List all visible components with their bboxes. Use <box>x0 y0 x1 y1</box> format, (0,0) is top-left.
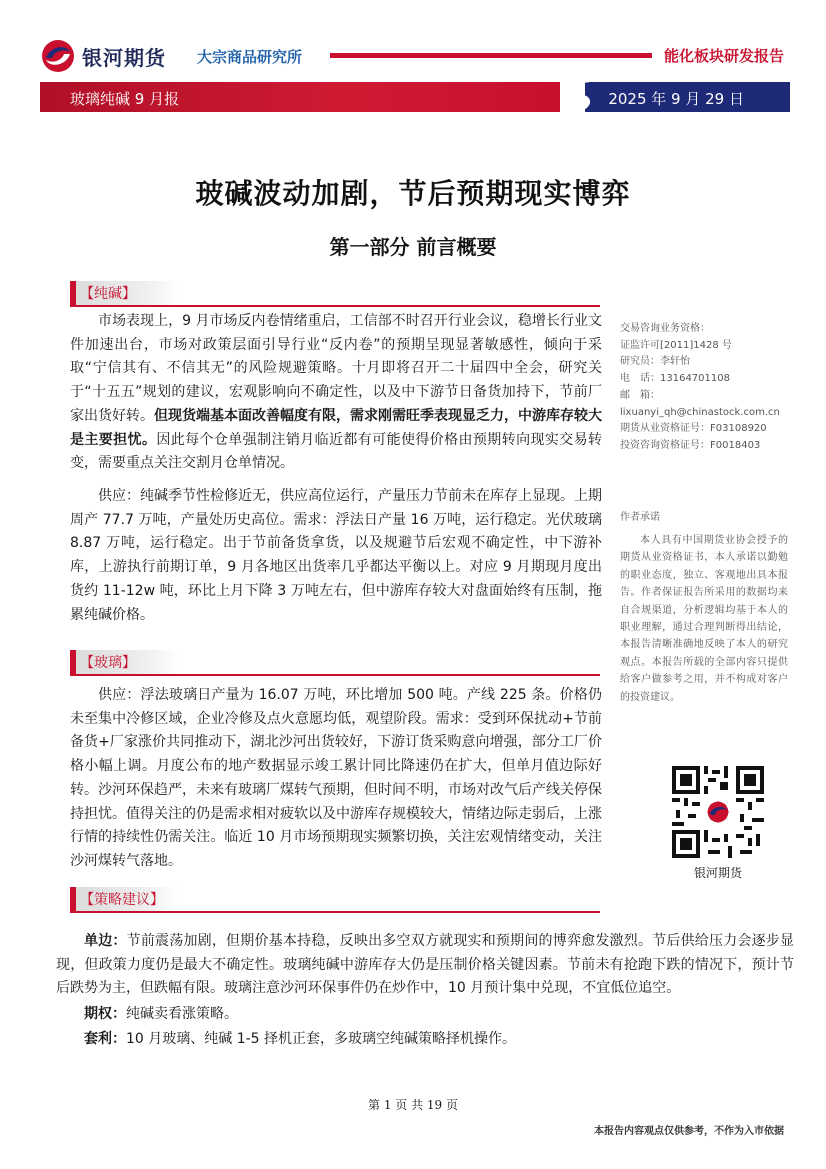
institute-name: 大宗商品研究所 <box>197 48 303 66</box>
analyst-info <box>620 321 790 455</box>
researcher-name: 研究员：李轩怡 <box>620 356 690 368</box>
strategy-single-text: 节前震荡加剧，但期价基本持稳，反映出多空双方就现实和预期间的博弈愈发激烈。节后供给压力会逐步显现，但政策力度仍是最大不确定性。玻璃纯碱中游库存大仍是压制价格关键因素。节前未有抢跑下跌的情况下，预计节后跌势为主，但跌幅有限。玻璃注意沙河环保事件仍在炒作中，10 月预计集中兑现，不宜低位追空。 <box>56 933 795 996</box>
qualification-label: 交易咨询业务资格： <box>620 323 710 334</box>
advisory-cert-number: 投资咨询资格证号：F0018403 <box>620 439 761 451</box>
strategy-option-text: 纯碱卖看涨策略。 <box>126 1006 238 1022</box>
footer-disclaimer: 本报告内容观点仅供参考，不作为入市依据 <box>594 1126 784 1137</box>
soda-p1-text-2: 因此每个仓单强制注销月临近都有可能使得价格由预期转向现实交易转变，需要重点关注交割月仓单情况。 <box>70 431 603 472</box>
company-name: 银河期货 <box>82 45 166 70</box>
strategy-single <box>56 930 794 1001</box>
glass-tag <box>70 650 178 674</box>
strategy-tag-label: 【策略建议】 <box>76 887 178 911</box>
strategy-arb-text: 10 月玻璃、纯碱 1-5 择机正套，多玻璃空纯碱策略择机操作。 <box>126 1031 517 1047</box>
qr-code-icon[interactable] <box>672 766 764 858</box>
author-promise-title <box>620 510 790 527</box>
strategy-arb-label: 套利： <box>84 1031 126 1047</box>
glass-tag-label: 【玻璃】 <box>76 650 178 674</box>
strategy-option-label: 期权： <box>84 1006 126 1022</box>
banner-date: 2025 年 9 月 29 日 <box>608 90 744 108</box>
soda-paragraph-2: 供应：纯碱季节性检修近无，供应高位运行，产量压力节前未在库存上显现。上期周产 77.7 万吨，产量处历史高位。需求：浮法日产量 16 万吨，运行稳定。光伏玻璃 8.87 万吨，运行稳定。出于节前备货拿货，以及规避节后宏观不确定性，中下游补库，上游执行前期订单，9 月各地区出货率几乎都达平衡以上。对应 9 月期现月度出货约 11-12w 吨，环比上月下降 3 万吨左右，但中游库存较大对盘面始终有压制，拖累纯碱价格。 <box>70 488 602 623</box>
phone-number: 电 话：13164701108 <box>620 373 730 385</box>
soda-tag <box>70 281 178 305</box>
report-title: 玻碱波动加剧，节后预期现实博弈 <box>195 177 631 210</box>
strategy-tag <box>70 887 178 911</box>
section-title: 第一部分 前言概要 <box>329 235 497 259</box>
strategy-tag-rule <box>70 911 600 913</box>
email-address[interactable]: lixuanyi_qh@chinastock.com.cn <box>620 406 780 418</box>
glass-tag-rule <box>70 674 600 676</box>
report-type: 能化板块研发报告 <box>663 47 784 65</box>
email-label: 邮 箱： <box>620 389 660 401</box>
soda-tag-rule <box>70 305 600 307</box>
page-number: 第 1 页 共 19 页 <box>368 1098 458 1112</box>
galaxy-logo-icon <box>40 38 76 74</box>
header-banner <box>40 82 790 112</box>
futures-cert-number: 期货从业资格证号：F03108920 <box>620 423 767 435</box>
qr-caption: 银河期货 <box>693 866 742 880</box>
soda-paragraph-1 <box>70 310 602 476</box>
soda-p1-text: 市场表现上，9 月市场反内卷情绪重启，工信部不时召开行业会议，稳增长行业文件加速出台，市场对政策层面引导行业“反内卷”的预期呈现显著敏感性，倾向于采取“宁信其有、不信其无”的风险规避策略。十月即将召开二十届四中全会，研究关于“十五五”规划的建议，宏观影响向不确定性，以及中下游节日备货加持下，节前厂家出货好转。 <box>70 313 602 424</box>
banner-title: 玻璃纯碱 9 月报 <box>70 90 180 108</box>
glass-paragraph: 供应：浮法玻璃日产量为 16.07 万吨，环比增加 500 吨。产线 225 条。价格仍未至集中冷修区域，企业冷修及点火意愿均低，观望阶段。需求：受到环保扰动+节前备货+厂家涨价共同推动下，湖北沙河出货较好，下游订货采购意向增强，部分工厂价格小幅上调。月度公布的地产数据显示竣工累计同比降速仍在扩大，但单月值边际好转。沙河环保趋严，未来有玻璃厂煤转气预期，但时间不明，市场对改气后产线关停保持担忧。值得关注的仍是需求相对疲软以及中游库存规模较大，情绪边际走弱后，上涨行情的持续性仍需关注。临近 10 月市场预期现实频繁切换，关注宏观情绪变动，关注沙河煤转气落地。 <box>70 687 602 869</box>
swoosh-icon <box>538 78 608 116</box>
strategy-single-label: 单边： <box>84 933 127 949</box>
license-number: 证监许可[2011]1428 号 <box>620 339 732 351</box>
company-logo <box>40 38 166 74</box>
soda-p1-bold: 但现货端基本面改善幅度有限，需求刚需旺季表现显乏力，中游库存较大是主要担忧。 <box>70 407 602 448</box>
promise-title-text: 作者承诺 <box>620 512 660 523</box>
strategy-option <box>56 1003 794 1027</box>
header-rule <box>330 53 652 58</box>
strategy-arbitrage <box>56 1028 794 1052</box>
soda-tag-label: 【纯碱】 <box>76 281 178 305</box>
author-promise-text: 本人具有中国期货业协会授予的期货从业资格证书，本人承诺以勤勉的职业态度，独立、客观地出具本报告。作者保证报告所采用的数据均来自合规渠道，分析逻辑均基于本人的职业理解，通过合理判断得出结论，本报告清晰准确地反映了本人的研究观点。本报告所载的全部内容只提供给客户做参考之用，并不构成对客户的投资建议。 <box>620 535 788 703</box>
